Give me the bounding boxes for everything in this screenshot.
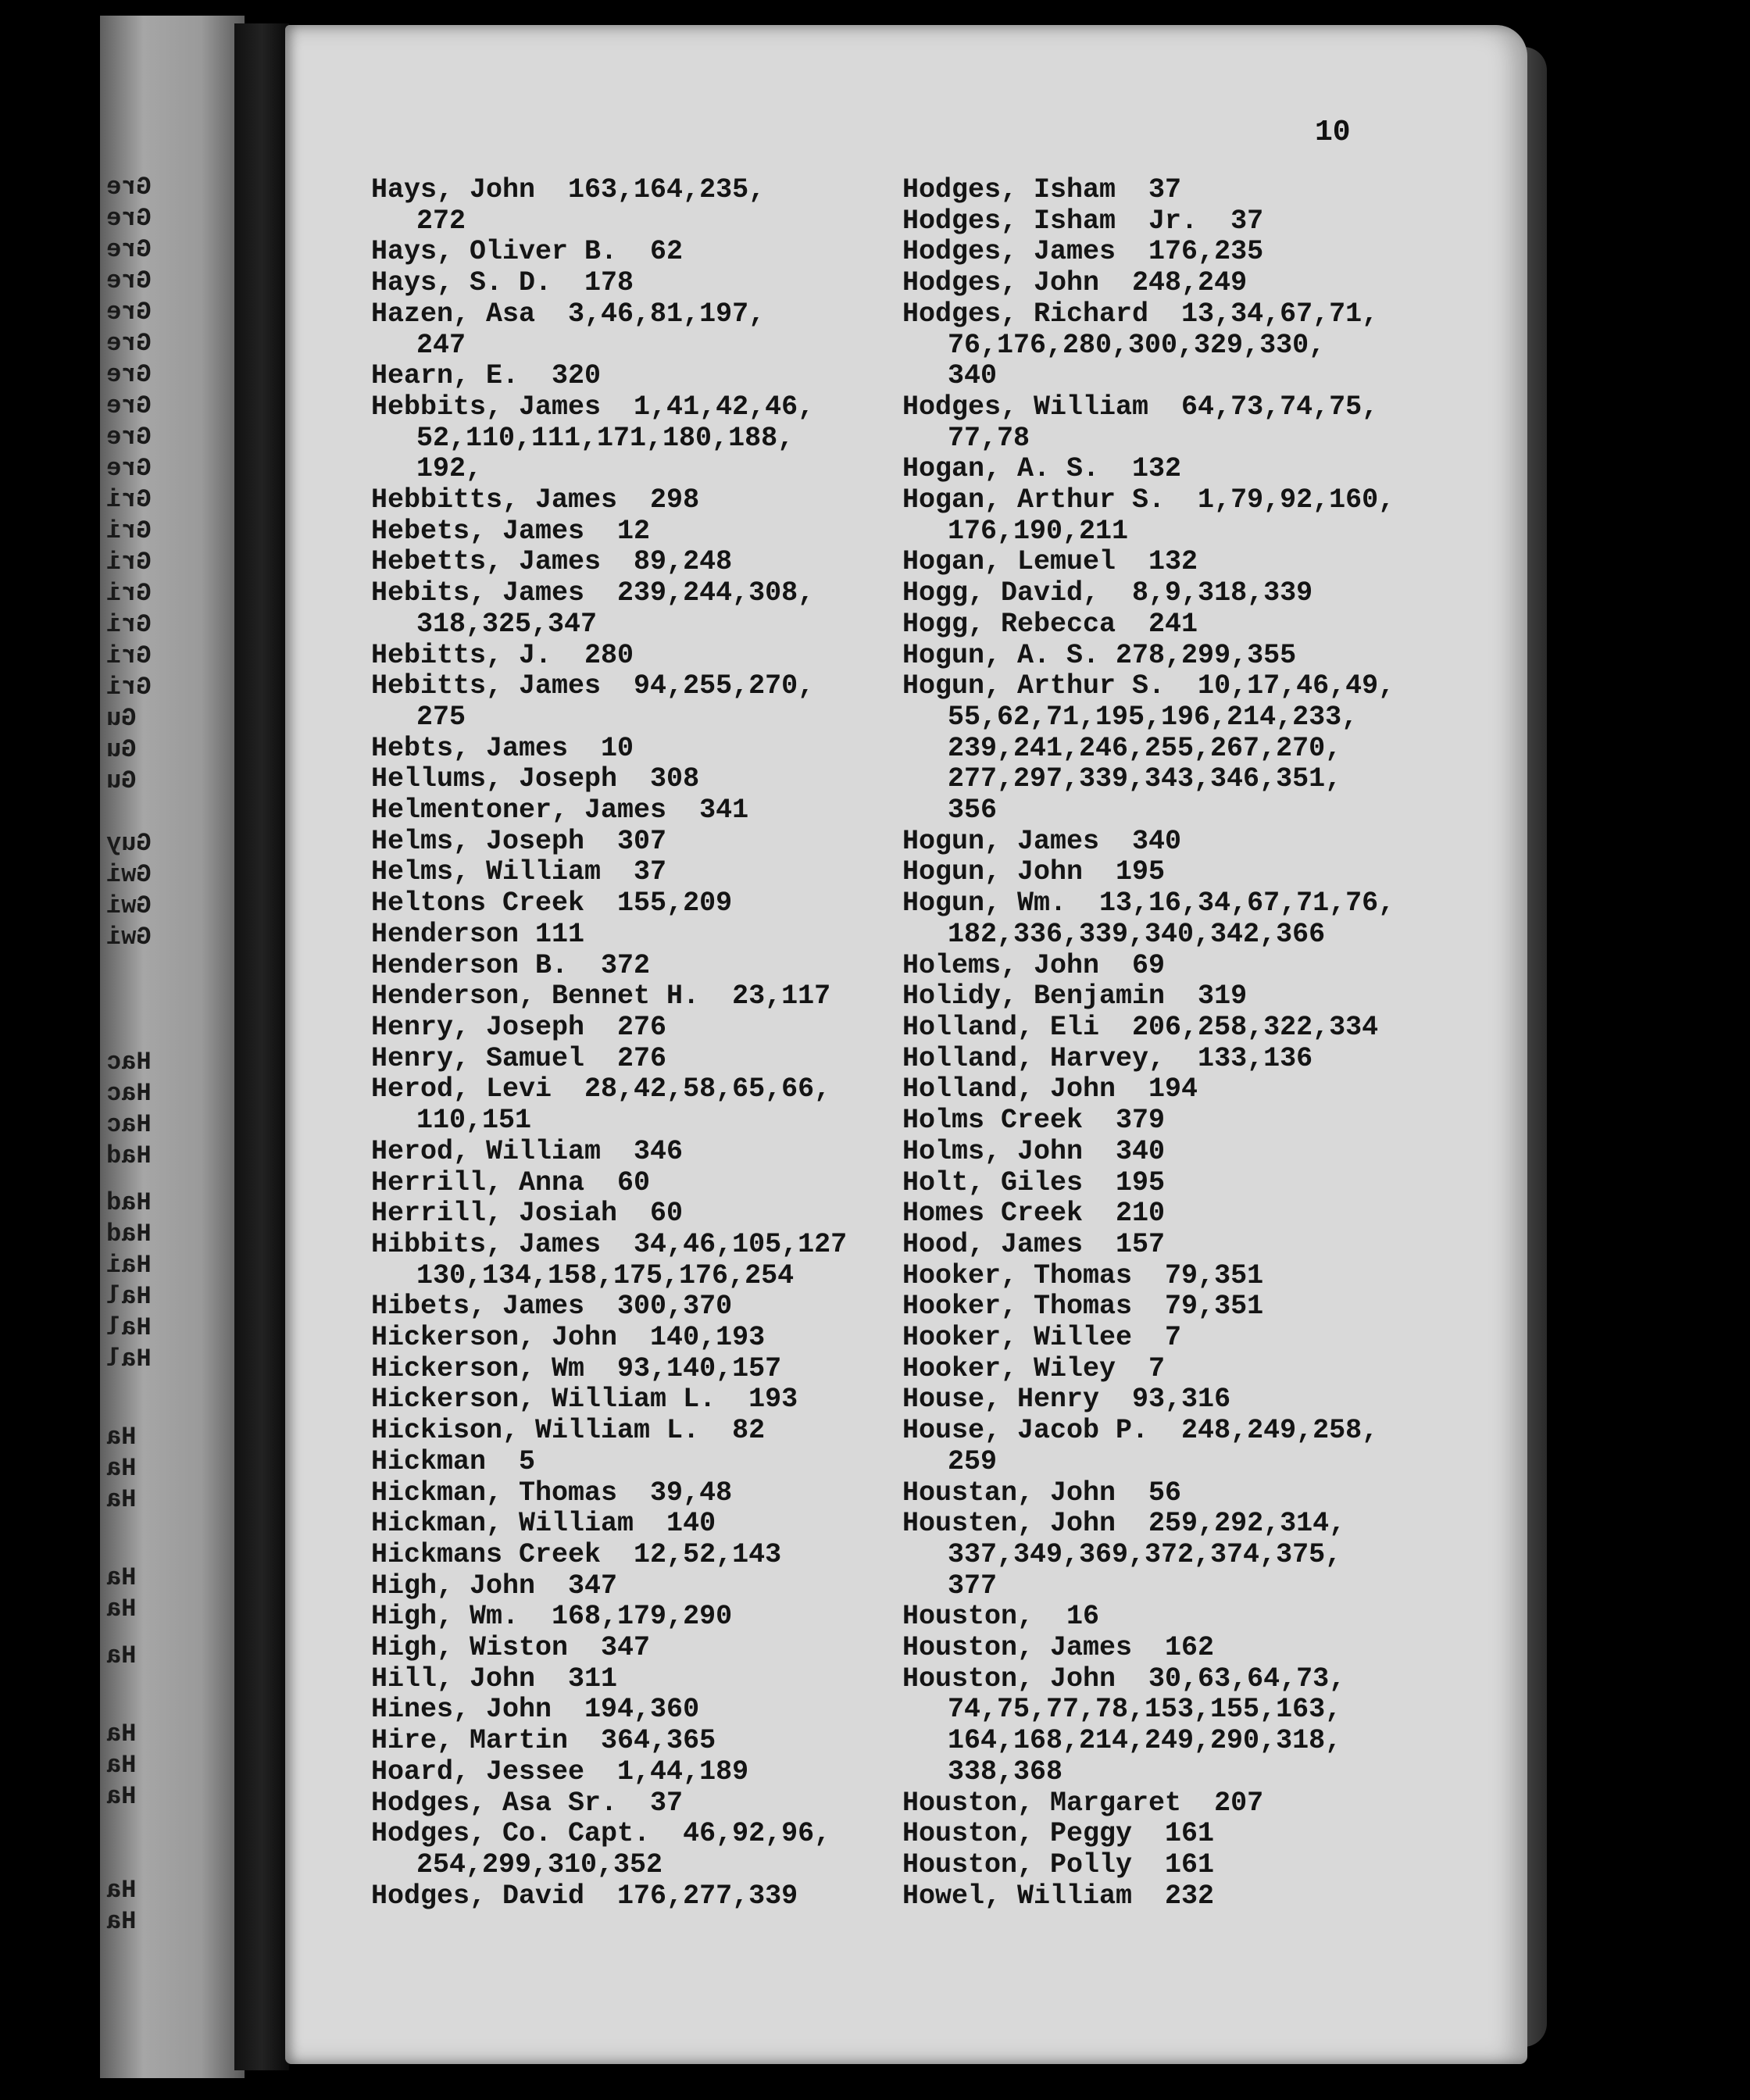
bleed-through-fragment: Had	[106, 1220, 152, 1248]
bleed-through-fragment: Gu	[106, 766, 137, 795]
index-entry: Hickison, William L. 82	[371, 1415, 766, 1447]
index-entry: Heltons Creek 155,209	[371, 888, 733, 920]
index-entry: Herrill, Josiah 60	[371, 1198, 684, 1230]
index-entry: Hogan, Arthur S. 1,79,92,160,	[902, 484, 1395, 516]
index-entry: Hogun, James 340	[902, 825, 1182, 857]
index-column-left	[371, 175, 847, 1912]
index-entry: Houston, Margaret 207	[902, 1787, 1264, 1819]
bleed-through-fragment: Gri	[106, 610, 152, 639]
index-entry: 337,349,369,372,374,375,	[948, 1538, 1342, 1570]
index-entry: Houston, Peggy 161	[902, 1818, 1215, 1850]
index-entry: 318,325,347	[416, 608, 598, 640]
bleed-through-fragment: Gre	[106, 329, 152, 358]
index-entry: Hodges, Isham Jr. 37	[902, 205, 1264, 237]
index-entry: Hodges, Isham 37	[902, 174, 1182, 205]
bleed-through-fragment: Gwi	[106, 891, 152, 920]
index-entry: Hickmans Creek 12,52,143	[371, 1538, 782, 1570]
bleed-through-fragment: Ha	[106, 1423, 137, 1452]
index-entry: Hebitts, James 94,255,270,	[371, 670, 815, 702]
index-entry: Helms, Joseph 307	[371, 825, 667, 857]
index-entry: Hogun, A. S. 278,299,355	[902, 639, 1297, 671]
index-entry: Hogun, John 195	[902, 856, 1166, 888]
binding-strip	[100, 16, 245, 2078]
index-entry: Hickman, William 140	[371, 1508, 716, 1540]
index-entry: Hogg, Rebecca 241	[902, 608, 1198, 640]
index-entry: Holidy, Benjamin 319	[902, 980, 1248, 1012]
index-entry: Helms, William 37	[371, 856, 667, 888]
index-entry: Hodges, James 176,235	[902, 236, 1264, 268]
bleed-through-text	[100, 16, 245, 2078]
bleed-through-fragment: Gwi	[106, 923, 152, 952]
index-entry: Henry, Joseph 276	[371, 1011, 667, 1043]
bleed-through-fragment: Gre	[106, 423, 152, 452]
bleed-through-fragment: Gri	[106, 485, 152, 514]
bleed-through-fragment: Gre	[106, 266, 152, 295]
index-entry: 130,134,158,175,176,254	[416, 1259, 795, 1291]
bleed-through-fragment: Hac	[106, 1110, 152, 1139]
bleed-through-fragment: Hai	[106, 1251, 152, 1280]
index-entry: 110,151	[416, 1105, 532, 1137]
index-entry: Herod, Levi 28,42,58,65,66,	[371, 1073, 831, 1105]
bleed-through-fragment: Ha	[106, 1876, 137, 1905]
bleed-through-fragment: Hal	[106, 1282, 152, 1311]
index-entry: Hebets, James 12	[371, 515, 651, 547]
bleed-through-fragment: Gre	[106, 173, 152, 202]
index-entry: Henry, Samuel 276	[371, 1042, 667, 1074]
bleed-through-fragment: Gre	[106, 454, 152, 483]
index-entry: 182,336,339,340,342,366	[948, 918, 1326, 950]
index-entry: Helmentoner, James 341	[371, 795, 749, 827]
bleed-through-fragment: Gre	[106, 391, 152, 420]
index-entry: High, Wm. 168,179,290	[371, 1601, 733, 1633]
index-entry: Holms, John 340	[902, 1135, 1166, 1167]
index-entry: Holms Creek 379	[902, 1105, 1166, 1137]
bleed-through-fragment: Ha	[106, 1595, 137, 1623]
index-entry: 338,368	[948, 1755, 1063, 1788]
index-entry: Hickerson, William L. 193	[371, 1384, 798, 1416]
bleed-through-fragment: Gri	[106, 579, 152, 608]
bleed-through-fragment: Hal	[106, 1345, 152, 1373]
bleed-through-fragment: Gu	[106, 704, 137, 733]
index-entry: 254,299,310,352	[416, 1848, 663, 1880]
index-entry: Holt, Giles 195	[902, 1166, 1166, 1198]
bleed-through-fragment: Had	[106, 1141, 152, 1170]
bleed-through-fragment: Gri	[106, 641, 152, 670]
index-entry: High, Wiston 347	[371, 1632, 651, 1664]
index-entry: Hebetts, James 89,248	[371, 546, 733, 578]
index-entry: Hoard, Jessee 1,44,189	[371, 1755, 749, 1788]
index-entry: Hogun, Wm. 13,16,34,67,71,76,	[902, 888, 1395, 920]
bleed-through-fragment: Gri	[106, 516, 152, 545]
page-number: 10	[1315, 116, 1351, 149]
index-entry: Hogan, A. S. 132	[902, 453, 1182, 485]
index-entry: 259	[948, 1445, 998, 1477]
index-entry: Howel, William 232	[902, 1880, 1215, 1912]
index-entry: 239,241,246,255,267,270,	[948, 732, 1342, 764]
index-entry: Hines, John 194,360	[371, 1694, 700, 1726]
index-entry: Hodges, Co. Capt. 46,92,96,	[371, 1818, 831, 1850]
index-entry: 356	[948, 795, 998, 827]
index-entry: Hays, John 163,164,235,	[371, 174, 766, 205]
index-entry: 277,297,339,343,346,351,	[948, 763, 1342, 795]
index-entry: 164,168,214,249,290,318,	[948, 1725, 1342, 1757]
index-entry: High, John 347	[371, 1570, 618, 1602]
bleed-through-fragment: Ha	[106, 1720, 137, 1748]
index-entry: Henderson, Bennet H. 23,117	[371, 980, 831, 1012]
index-entry: House, Henry 93,316	[902, 1384, 1231, 1416]
bleed-through-fragment: Gre	[106, 235, 152, 264]
index-entry: 77,78	[948, 422, 1030, 454]
index-entry: Hays, Oliver B. 62	[371, 236, 684, 268]
index-entry: 76,176,280,300,329,330,	[948, 329, 1326, 361]
index-entry: Hogg, David, 8,9,318,339	[902, 577, 1313, 609]
index-entry: Hodges, John 248,249	[902, 267, 1248, 299]
index-entry: Hire, Martin 364,365	[371, 1725, 716, 1757]
index-entry: Holems, John 69	[902, 949, 1166, 981]
bleed-through-fragment: Ha	[106, 1641, 137, 1670]
bleed-through-fragment: Gre	[106, 298, 152, 327]
index-entry: Hibets, James 300,370	[371, 1291, 733, 1323]
index-entry: Herod, William 346	[371, 1135, 684, 1167]
index-column-right	[902, 175, 1395, 1912]
index-entry: 340	[948, 360, 998, 392]
index-entry: 272	[416, 205, 466, 237]
index-entry: Hibbits, James 34,46,105,127	[371, 1228, 848, 1260]
index-entry: Hickman 5	[371, 1445, 536, 1477]
bleed-through-fragment: Hal	[106, 1313, 152, 1342]
bleed-through-fragment: Gre	[106, 204, 152, 233]
index-entry: Hodges, Richard 13,34,67,71,	[902, 298, 1379, 330]
index-entry: 74,75,77,78,153,155,163,	[948, 1694, 1342, 1726]
index-entry: Hellums, Joseph 308	[371, 763, 700, 795]
index-entry: Hodges, David 176,277,339	[371, 1880, 798, 1912]
index-entry: Hogun, Arthur S. 10,17,46,49,	[902, 670, 1395, 702]
index-entry: Hickman, Thomas 39,48	[371, 1477, 733, 1509]
index-entry: 52,110,111,171,180,188,	[416, 422, 795, 454]
index-entry: Hooker, Willee 7	[902, 1322, 1182, 1354]
index-entry: Houston, Polly 161	[902, 1848, 1215, 1880]
bleed-through-fragment: Ha	[106, 1563, 137, 1592]
index-entry: 176,190,211	[948, 515, 1129, 547]
index-entry: Hodges, Asa Sr. 37	[371, 1787, 684, 1819]
index-entry: Hooker, Wiley 7	[902, 1352, 1166, 1384]
bleed-through-fragment: Guy	[106, 829, 152, 858]
index-entry: Houston, John 30,63,64,73,	[902, 1662, 1346, 1695]
index-entry: Hill, John 311	[371, 1662, 618, 1695]
bleed-through-fragment: Ha	[106, 1782, 137, 1811]
bleed-through-fragment: Ha	[106, 1751, 137, 1780]
binding-gutter	[234, 23, 289, 2070]
index-entry: Hooker, Thomas 79,351	[902, 1291, 1264, 1323]
index-entry: Hebits, James 239,244,308,	[371, 577, 815, 609]
index-entry: Housten, John 259,292,314,	[902, 1508, 1346, 1540]
index-entry: Holland, Harvey, 133,136	[902, 1042, 1313, 1074]
index-entry: Hebbits, James 1,41,42,46,	[371, 391, 815, 423]
bleed-through-fragment: Ha	[106, 1907, 137, 1936]
index-entry: 247	[416, 329, 466, 361]
index-entry: Houston, James 162	[902, 1632, 1215, 1664]
index-entry: Hogan, Lemuel 132	[902, 546, 1198, 578]
bleed-through-fragment: Ha	[106, 1485, 137, 1514]
index-entry: Holland, John 194	[902, 1073, 1198, 1105]
index-entry: 275	[416, 701, 466, 733]
index-entry: Hebts, James 10	[371, 732, 634, 764]
index-entry: Hearn, E. 320	[371, 360, 602, 392]
bleed-through-fragment: Gri	[106, 548, 152, 577]
index-entry: Hebbitts, James 298	[371, 484, 700, 516]
index-entry: House, Jacob P. 248,249,258,	[902, 1415, 1379, 1447]
index-entry: Hooker, Thomas 79,351	[902, 1259, 1264, 1291]
index-entry: Hickerson, John 140,193	[371, 1322, 766, 1354]
index-entry: Houstan, John 56	[902, 1477, 1182, 1509]
index-entry: Henderson 111	[371, 918, 585, 950]
index-entry: Hickerson, Wm 93,140,157	[371, 1352, 782, 1384]
bleed-through-fragment: Hac	[106, 1079, 152, 1108]
index-entry: Houston, 16	[902, 1601, 1100, 1633]
index-entry: 55,62,71,195,196,214,233,	[948, 701, 1359, 733]
index-entry: 192,	[416, 453, 483, 485]
index-entry: Hazen, Asa 3,46,81,197,	[371, 298, 766, 330]
index-entry: Holland, Eli 206,258,322,334	[902, 1011, 1379, 1043]
bleed-through-fragment: Gre	[106, 360, 152, 389]
index-entry: Herrill, Anna 60	[371, 1166, 651, 1198]
bleed-through-fragment: Gwi	[106, 860, 152, 889]
index-entry: Hebitts, J. 280	[371, 639, 634, 671]
bleed-through-fragment: Gri	[106, 673, 152, 702]
index-entry: Hays, S. D. 178	[371, 267, 634, 299]
index-entry: Hood, James 157	[902, 1228, 1166, 1260]
index-entry: 377	[948, 1570, 998, 1602]
index-entry: Henderson B. 372	[371, 949, 651, 981]
bleed-through-fragment: Ha	[106, 1454, 137, 1483]
bleed-through-fragment: Had	[106, 1188, 152, 1217]
bleed-through-fragment: Gu	[106, 735, 137, 764]
index-entry: Homes Creek 210	[902, 1198, 1166, 1230]
index-entry: Hodges, William 64,73,74,75,	[902, 391, 1379, 423]
bleed-through-fragment: Hac	[106, 1048, 152, 1077]
